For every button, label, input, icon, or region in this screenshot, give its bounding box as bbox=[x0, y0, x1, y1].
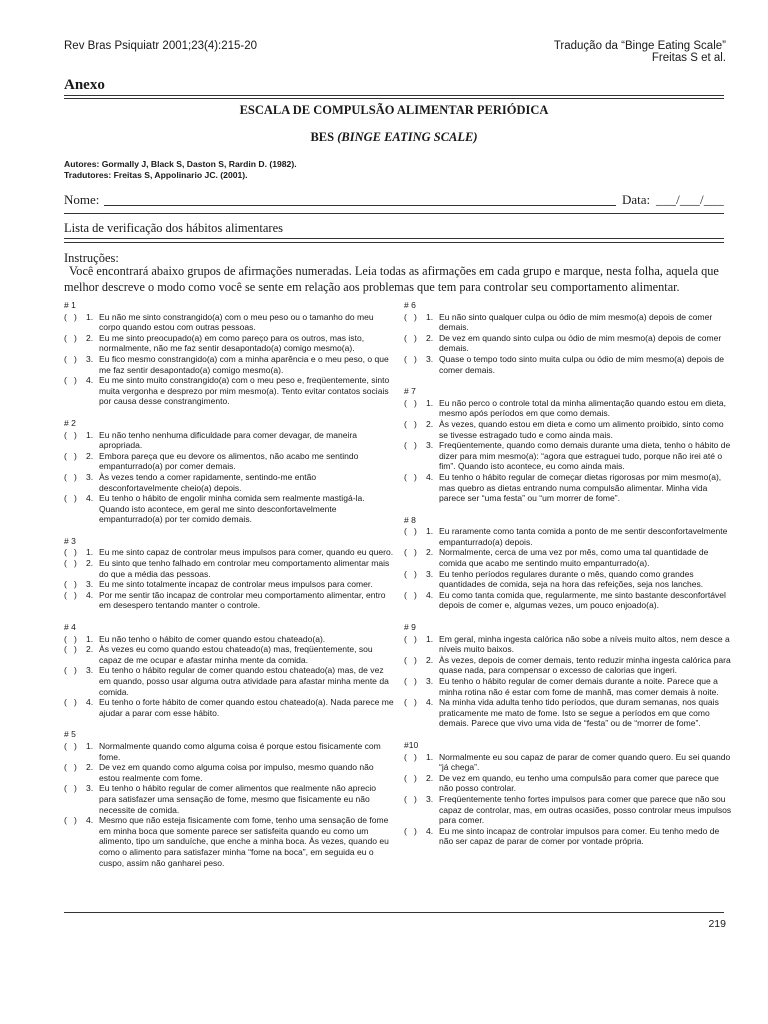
credits bbox=[64, 159, 297, 180]
option-number: 3. bbox=[86, 579, 94, 590]
option-number: 1. bbox=[86, 547, 94, 558]
option-number: 2. bbox=[86, 762, 94, 773]
option-number: 3. bbox=[426, 440, 434, 451]
group-label: #10 bbox=[404, 739, 419, 750]
answer-option[interactable] bbox=[404, 472, 734, 504]
question-group bbox=[404, 740, 734, 847]
answer-checkbox[interactable]: ( ) bbox=[404, 418, 417, 429]
option-number: 1. bbox=[86, 633, 94, 644]
option-text: Eu me sinto capaz de controlar meus impulsos para comer, quando eu quero. bbox=[99, 547, 394, 558]
option-number: 3. bbox=[426, 568, 434, 579]
option-text: Eu não perco o controle total da minha alimentação quando estou em dieta, mesmo após períodos em que como demais. bbox=[439, 397, 726, 419]
answer-option[interactable] bbox=[404, 794, 734, 826]
group-label: # 3 bbox=[64, 535, 76, 546]
answer-option[interactable] bbox=[64, 579, 394, 590]
answer-option[interactable] bbox=[64, 762, 394, 783]
answer-option[interactable] bbox=[404, 312, 734, 333]
answer-checkbox[interactable]: ( ) bbox=[404, 793, 417, 804]
subtitle-abbrev: BES bbox=[310, 130, 335, 144]
answer-checkbox[interactable]: ( ) bbox=[404, 311, 417, 322]
option-number: 2. bbox=[426, 547, 434, 558]
scale-title: ESCALA DE COMPULSÃO ALIMENTAR PERIÓDICA bbox=[239, 103, 549, 117]
option-number: 2. bbox=[426, 772, 434, 783]
answer-checkbox[interactable]: ( ) bbox=[64, 471, 77, 482]
name-field[interactable] bbox=[104, 205, 616, 206]
option-number: 1. bbox=[426, 397, 434, 408]
answer-option[interactable] bbox=[64, 665, 394, 697]
option-number: 1. bbox=[86, 429, 94, 440]
answer-checkbox[interactable]: ( ) bbox=[404, 751, 417, 762]
option-number: 4. bbox=[426, 825, 434, 836]
option-number: 1. bbox=[426, 633, 434, 644]
answer-checkbox[interactable]: ( ) bbox=[404, 332, 417, 343]
option-number: 3. bbox=[426, 353, 434, 364]
option-number: 4. bbox=[426, 471, 434, 482]
option-number: 4. bbox=[86, 493, 94, 504]
answer-option[interactable] bbox=[64, 590, 394, 611]
page-number: 219 bbox=[708, 918, 726, 930]
option-text: De vez em quando, eu tenho uma compulsão para comer que parece que não posso controlar. bbox=[439, 772, 719, 794]
answer-checkbox[interactable]: ( ) bbox=[64, 429, 77, 440]
option-number: 3. bbox=[426, 676, 434, 686]
answer-checkbox[interactable]: ( ) bbox=[64, 493, 77, 504]
answer-checkbox[interactable]: ( ) bbox=[404, 654, 417, 665]
answer-checkbox[interactable]: ( ) bbox=[404, 471, 417, 482]
group-label: # 4 bbox=[64, 622, 76, 633]
option-number: 2. bbox=[86, 332, 94, 343]
option-number: 3. bbox=[86, 353, 94, 364]
questions-left-column bbox=[64, 300, 394, 879]
answer-option[interactable] bbox=[404, 655, 734, 676]
option-number: 1. bbox=[426, 751, 434, 762]
answer-checkbox[interactable]: ( ) bbox=[404, 568, 417, 579]
date-field[interactable]: ___/___/___ bbox=[656, 192, 724, 207]
divider bbox=[64, 238, 724, 239]
option-text: Às vezes eu como quando estou chateado(a) mas, freqüentemente, sou capaz de me ocupar e afastar minha mente da comida. bbox=[99, 644, 373, 665]
answer-checkbox[interactable]: ( ) bbox=[64, 589, 77, 600]
checklist-title: Lista de verificação dos hábitos alimentares bbox=[64, 221, 284, 235]
option-text: Eu não me sinto constrangido(a) com o meu peso ou o tamanho do meu corpo quando estou com outras pessoas. bbox=[99, 311, 374, 333]
answer-option[interactable] bbox=[64, 312, 394, 333]
group-label: # 7 bbox=[404, 386, 416, 397]
option-text: Às vezes, quando estou em dieta e como um alimento proibido, sinto como se tivesse estragado tudo e como ainda mais. bbox=[439, 418, 724, 440]
group-label: # 2 bbox=[64, 417, 76, 428]
option-number: 4. bbox=[426, 589, 434, 600]
answer-option[interactable] bbox=[404, 419, 734, 440]
question-group bbox=[64, 418, 394, 525]
group-label: # 8 bbox=[404, 514, 416, 525]
date-label: Data: bbox=[622, 192, 651, 207]
answer-option[interactable] bbox=[404, 440, 734, 472]
answer-option[interactable] bbox=[64, 451, 394, 472]
option-text: Eu me sinto preocupado(a) em como pareço para os outros, mas isto, normalmente, não me faz sentir desapontado(a) comigo mesmo(a). bbox=[99, 332, 365, 354]
option-text: Normalmente, cerca de uma vez por mês, como uma tal quantidade de comida que acabo me sentindo muito empanturrado(a). bbox=[439, 547, 709, 569]
answer-checkbox[interactable]: ( ) bbox=[64, 740, 77, 751]
option-number: 4. bbox=[426, 697, 434, 708]
authors-line: Autores: Gormally J, Black S, Daston S, Rardin D. (1982). bbox=[64, 159, 297, 169]
instructions-title: Instruções: bbox=[64, 251, 119, 265]
answer-option[interactable] bbox=[404, 526, 734, 547]
divider bbox=[64, 98, 724, 99]
answer-checkbox[interactable]: ( ) bbox=[404, 353, 417, 364]
answer-option[interactable] bbox=[404, 697, 734, 729]
option-text: Eu raramente como tanta comida a ponto de me sentir desconfortavelmente empanturrado(a) depois. bbox=[439, 526, 728, 547]
option-number: 3. bbox=[426, 793, 434, 804]
answer-option[interactable] bbox=[404, 752, 734, 773]
option-text: Eu não tenho o hábito de comer quando estou chateado(a). bbox=[99, 633, 326, 644]
option-text: Eu tenho o hábito regular de comer alimentos que realmente não aprecio para satisfazer uma sensação de fome, mesmo que fisicamente eu não necessite de comida. bbox=[99, 783, 376, 815]
answer-checkbox[interactable]: ( ) bbox=[64, 783, 77, 794]
running-title-line1: Tradução da “Binge Eating Scale” bbox=[553, 40, 726, 52]
answer-checkbox[interactable]: ( ) bbox=[64, 332, 77, 343]
answer-option[interactable] bbox=[64, 547, 394, 558]
option-text: Eu me sinto incapaz de controlar impulsos para comer. Eu tenho medo de não ser capaz de parar de comer por vontade própria. bbox=[439, 825, 720, 847]
answer-option[interactable] bbox=[404, 773, 734, 794]
option-text: Eu não sinto qualquer culpa ou ódio de mim mesmo(a) depois de comer demais. bbox=[439, 311, 713, 333]
journal-citation: Rev Bras Psiquiatr 2001;23(4):215-20 bbox=[64, 40, 258, 52]
answer-option[interactable] bbox=[64, 472, 394, 493]
option-number: 1. bbox=[426, 311, 434, 322]
option-text: Eu sinto que tenho falhado em controlar meu comportamento alimentar mais do que a média das pessoas. bbox=[99, 558, 390, 579]
answer-checkbox[interactable]: ( ) bbox=[404, 440, 417, 451]
answer-checkbox[interactable]: ( ) bbox=[404, 697, 417, 708]
option-text: Eu não tenho nenhuma dificuldade para comer devagar, de maneira apropriada. bbox=[99, 429, 358, 451]
answer-option[interactable] bbox=[404, 569, 734, 590]
answer-checkbox[interactable]: ( ) bbox=[64, 815, 77, 826]
answer-option[interactable] bbox=[404, 634, 734, 655]
option-text: Eu como tanta comida que, regularmente, me sinto bastante desconfortável depois de comer e, algumas vezes, um pouco enjoado(a). bbox=[439, 589, 726, 611]
option-number: 4. bbox=[86, 815, 94, 826]
answer-checkbox[interactable]: ( ) bbox=[404, 526, 417, 537]
answer-option[interactable] bbox=[64, 815, 394, 868]
option-text: Eu fico mesmo constrangido(a) com a minha aparência e o meu peso, o que me faz sentir desapontado(a) comigo mesmo(a). bbox=[99, 353, 389, 375]
option-number: 1. bbox=[86, 311, 94, 322]
answer-option[interactable] bbox=[64, 430, 394, 451]
option-text: Na minha vida adulta tenho tido períodos, que duram semanas, nos quais praticamente me mato de fome. Isto se segue a períodos em que como demais. Parece que vivo uma vida de “festa” ou de “morrer de fome”. bbox=[439, 697, 719, 729]
answer-option[interactable] bbox=[64, 354, 394, 375]
subtitle-english: (BINGE EATING SCALE) bbox=[337, 130, 478, 144]
answer-option[interactable] bbox=[404, 826, 734, 847]
option-number: 1. bbox=[86, 740, 94, 751]
answer-checkbox[interactable]: ( ) bbox=[64, 644, 77, 655]
option-text: Normalmente eu sou capaz de parar de comer quando quero. Eu sei quando “já chega”. bbox=[439, 751, 731, 773]
answer-option[interactable] bbox=[64, 783, 394, 815]
answer-option[interactable] bbox=[64, 333, 394, 354]
option-text: Às vezes, depois de comer demais, tento reduzir minha ingesta calórica para quase nada, para compensar o excesso de calorias que ingeri. bbox=[439, 654, 731, 676]
option-number: 4. bbox=[86, 589, 94, 600]
answer-checkbox[interactable]: ( ) bbox=[64, 547, 77, 558]
answer-option[interactable] bbox=[64, 375, 394, 407]
answer-checkbox[interactable]: ( ) bbox=[404, 772, 417, 783]
answer-checkbox[interactable]: ( ) bbox=[64, 579, 77, 590]
option-text: Eu me sinto muito constrangido(a) com o meu peso e, freqüentemente, sinto muita vergonha e desprezo por mim mesmo(a). Tento evitar contatos sociais por causa desse constrangimento. bbox=[99, 375, 390, 407]
answer-option[interactable] bbox=[64, 697, 394, 718]
option-number: 4. bbox=[86, 375, 94, 386]
answer-checkbox[interactable]: ( ) bbox=[64, 633, 77, 644]
option-number: 2. bbox=[426, 654, 434, 665]
scale-subtitle bbox=[64, 130, 724, 145]
group-label: # 1 bbox=[64, 300, 76, 310]
answer-checkbox[interactable]: ( ) bbox=[404, 397, 417, 408]
group-label: # 5 bbox=[64, 729, 76, 740]
divider bbox=[64, 242, 724, 243]
option-text: Às vezes tendo a comer rapidamente, sentindo-me então desconfortavelmente cheio(a) depois. bbox=[99, 471, 317, 493]
answer-checkbox[interactable]: ( ) bbox=[404, 633, 417, 644]
option-number: 2. bbox=[86, 644, 94, 655]
option-text: Eu tenho o hábito de engolir minha comida sem realmente mastigá-la. Quando isto acontece, em geral me sinto desconfortavelmente empanturrado(a) por ter comido demais. bbox=[99, 493, 365, 525]
question-group bbox=[64, 729, 394, 868]
option-text: Eu me sinto totalmente incapaz de controlar meus impulsos para comer. bbox=[99, 579, 373, 590]
option-text: Embora pareça que eu devore os alimentos, não acabo me sentindo empanturrado(a) por comer demais. bbox=[99, 450, 359, 472]
translators-line: Tradutores: Freitas S, Appolinario JC. (2001). bbox=[64, 169, 248, 180]
annex-heading: Anexo bbox=[64, 77, 105, 93]
group-label: # 6 bbox=[404, 300, 416, 310]
answer-option[interactable] bbox=[64, 634, 394, 645]
question-group bbox=[404, 300, 734, 375]
option-number: 3. bbox=[86, 783, 94, 794]
questions-right-column bbox=[404, 300, 734, 858]
answer-option[interactable] bbox=[404, 354, 734, 375]
question-group bbox=[64, 300, 394, 407]
option-text: Eu tenho o hábito regular de começar dietas rigorosas por mim mesmo(a), mas quebro as dietas entrando numa compulsão alimentar. Minha vida parece ser “uma festa” ou “um morrer de fome”. bbox=[439, 471, 722, 504]
answer-checkbox[interactable]: ( ) bbox=[64, 558, 77, 569]
answer-option[interactable] bbox=[404, 333, 734, 354]
option-text: Por me sentir tão incapaz de controlar meu comportamento alimentar, entro em desespero tentando manter o controle. bbox=[99, 589, 386, 611]
footer-divider bbox=[64, 912, 724, 913]
divider bbox=[64, 213, 724, 214]
answer-checkbox[interactable]: ( ) bbox=[404, 676, 417, 686]
option-text: Freqüentemente, quando como demais durante uma dieta, tenho o hábito de dizer para mim mesmo(a): “agora que estraguei tudo, porque não irei até o fim”. Quando isto acontece, eu como ainda mais. bbox=[439, 440, 731, 472]
group-label: # 9 bbox=[404, 622, 416, 633]
option-text: Quase o tempo todo sinto muita culpa ou ódio de mim mesmo(a) depois de comer demais. bbox=[439, 353, 725, 375]
option-text: De vez em quando sinto culpa ou ódio de mim mesmo(a) depois de comer demais. bbox=[439, 332, 722, 354]
option-text: De vez em quando como alguma coisa por impulso, mesmo quando não estou realmente com fome. bbox=[99, 762, 374, 783]
answer-option[interactable] bbox=[404, 590, 734, 611]
divider bbox=[64, 95, 724, 96]
option-number: 2. bbox=[426, 332, 434, 343]
option-number: 1. bbox=[426, 526, 434, 537]
answer-checkbox[interactable]: ( ) bbox=[64, 697, 77, 708]
answer-checkbox[interactable]: ( ) bbox=[64, 450, 77, 461]
option-text: Eu tenho o hábito regular de comer demais durante a noite. Parece que a minha rotina não é estar com fome de manhã, mas comer demais à noite. bbox=[439, 676, 719, 697]
option-text: Normalmente quando como alguma coisa é porque estou fisicamente com fome. bbox=[99, 740, 381, 762]
answer-checkbox[interactable]: ( ) bbox=[64, 665, 77, 676]
answer-option[interactable] bbox=[64, 741, 394, 762]
option-number: 2. bbox=[86, 450, 94, 461]
running-title bbox=[426, 40, 726, 64]
answer-option[interactable] bbox=[64, 558, 394, 579]
option-text: Eu tenho o forte hábito de comer quando estou chateado(a). Nada parece me ajudar a parar com esse hábito. bbox=[99, 697, 394, 718]
question-group bbox=[404, 515, 734, 611]
answer-checkbox[interactable]: ( ) bbox=[64, 311, 77, 322]
option-number: 2. bbox=[86, 558, 94, 569]
answer-checkbox[interactable]: ( ) bbox=[404, 589, 417, 600]
option-number: 3. bbox=[86, 471, 94, 482]
question-group bbox=[64, 536, 394, 611]
option-text: Mesmo que não esteja fisicamente com fome, tenho uma sensação de fome em minha boca que somente parece ser satisfeita quando eu como um alimento, tipo um sanduíche, que enche a minha boca. Às vezes, quando eu como o alimento para satisfazer minha “fome na boca”, em seguida eu o cuspo, assim não ganharei peso. bbox=[99, 815, 389, 868]
name-label: Nome: bbox=[64, 192, 100, 207]
answer-checkbox[interactable]: ( ) bbox=[64, 375, 77, 386]
running-title-authors: Freitas S et al. bbox=[651, 52, 726, 64]
option-text: Eu tenho o hábito regular de comer quando estou chateado(a) mas, de vez em quando, posso usar alguma outra atividade para afastar minha mente da comida. bbox=[99, 665, 389, 697]
option-text: Eu tenho períodos regulares durante o mês, quando como grandes quantidades de comida, seja na hora das refeições, seja nos lanches. bbox=[439, 568, 704, 590]
answer-checkbox[interactable]: ( ) bbox=[404, 825, 417, 836]
option-number: 3. bbox=[86, 665, 94, 676]
answer-option[interactable] bbox=[404, 398, 734, 419]
answer-checkbox[interactable]: ( ) bbox=[64, 762, 77, 773]
question-group bbox=[404, 622, 734, 729]
option-number: 4. bbox=[86, 697, 94, 708]
question-group bbox=[404, 386, 734, 504]
option-text: Freqüentemente tenho fortes impulsos para comer que parece que não sou capaz de controlar, mas, em outras ocasiões, posso controlar meus impulsos para comer. bbox=[439, 793, 732, 826]
question-group bbox=[64, 622, 394, 718]
answer-checkbox[interactable]: ( ) bbox=[64, 353, 77, 364]
instructions-text: Você encontrará abaixo grupos de afirmações numeradas. Leia todas as afirmações em cada grupo e marque, nesta folha, aquela que melhor descreve o modo como você se sente em relação aos problemas que tem para controlar seu comportamento alimentar. bbox=[64, 264, 719, 294]
answer-option[interactable] bbox=[64, 493, 394, 525]
option-number: 2. bbox=[426, 418, 434, 429]
answer-checkbox[interactable]: ( ) bbox=[404, 547, 417, 558]
answer-option[interactable] bbox=[404, 676, 734, 697]
answer-option[interactable] bbox=[404, 547, 734, 568]
option-text: Em geral, minha ingesta calórica não sobe a níveis muito altos, nem desce a níveis muito baixos. bbox=[439, 633, 730, 655]
answer-option[interactable] bbox=[64, 644, 394, 665]
